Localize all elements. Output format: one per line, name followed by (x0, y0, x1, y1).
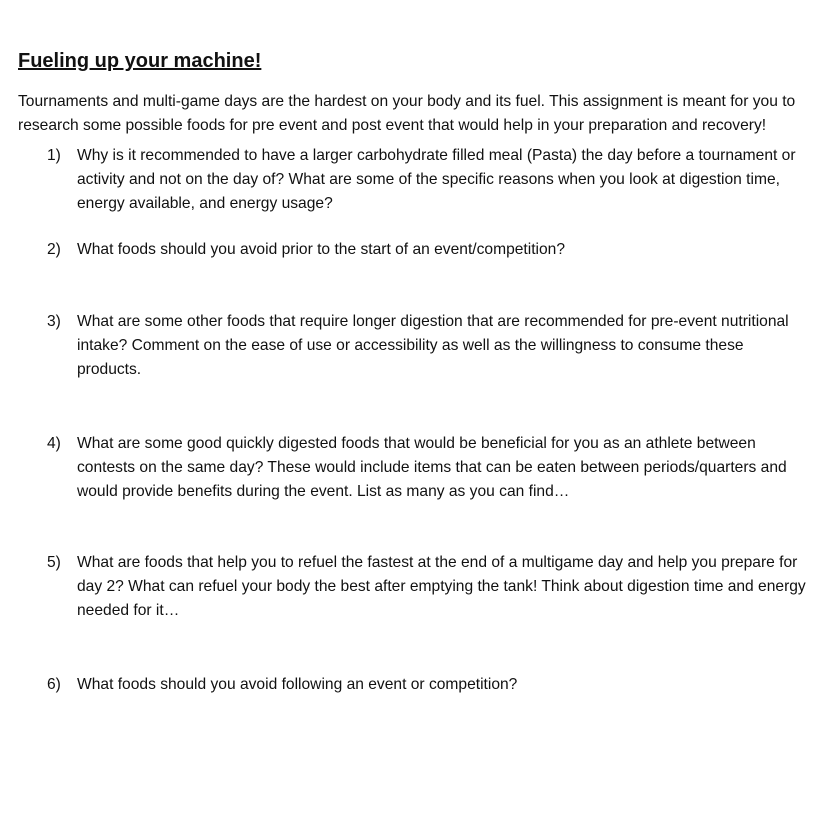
question-item-1 (18, 144, 808, 216)
question-text: What are foods that help you to refuel the fastest at the end of a multigame day and help you prepare for day 2? What can refuel your body the best after emptying the tank! Think about digestion time and energy needed for it… (77, 554, 806, 619)
question-text: What are some other foods that require longer digestion that are recommended for pre-event nutritional intake? Comment on the ease of use or accessibility as well as the willingness to consume these products. (77, 313, 789, 378)
question-number: 4) (47, 435, 61, 452)
intro-paragraph: Tournaments and multi-game days are the hardest on your body and its fuel. This assignment is meant for you to research some possible foods for pre event and post event that would help in your preparation and recovery! (18, 93, 796, 134)
question-item-5 (18, 551, 808, 623)
question-text: What foods should you avoid following an event or competition? (77, 676, 518, 693)
question-item-4 (18, 432, 808, 504)
document-title: Fueling up your machine! (18, 50, 262, 72)
question-list (18, 144, 808, 697)
question-text: Why is it recommended to have a larger carbohydrate filled meal (Pasta) the day before a tournament or activity and not on the day of? What are some of the specific reasons when you look at digestion time, energy available, and energy usage? (77, 147, 796, 212)
question-number: 2) (47, 241, 61, 258)
question-text: What foods should you avoid prior to the start of an event/competition? (77, 241, 566, 258)
question-text: What are some good quickly digested foods that would be beneficial for you as an athlete between contests on the same day? These would include items that can be eaten between periods/quarters and would provide benefits during the event. List as many as you can find… (77, 435, 787, 500)
question-item-3 (18, 310, 808, 382)
question-number: 5) (47, 554, 61, 571)
question-item-2 (18, 238, 808, 262)
question-number: 6) (47, 676, 61, 693)
document-page (18, 46, 808, 697)
question-item-6 (18, 673, 808, 697)
question-number: 3) (47, 313, 61, 330)
question-number: 1) (47, 147, 61, 164)
